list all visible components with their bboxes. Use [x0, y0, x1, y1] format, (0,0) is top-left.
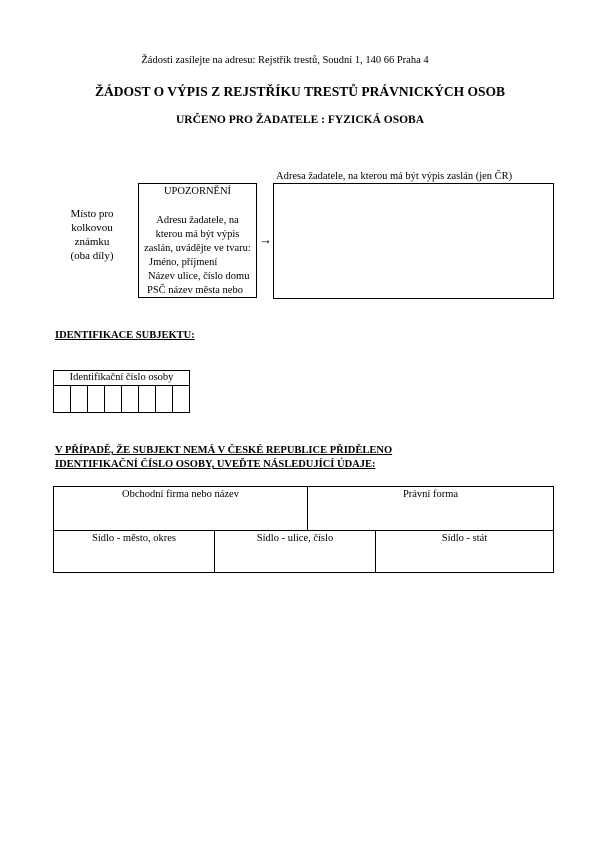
ico-digit-field[interactable]	[105, 386, 122, 412]
table-row	[54, 487, 553, 531]
notice-line: PSČ název města nebo	[147, 285, 243, 296]
subject-details-table	[53, 486, 554, 573]
stamp-line: Místo pro	[70, 208, 114, 220]
ico-digit-field[interactable]	[139, 386, 156, 412]
notice-body	[139, 214, 256, 298]
notice-line: kterou má být výpis	[155, 229, 240, 240]
seat-street-field[interactable]: Sídlo - ulice, číslo	[215, 531, 376, 572]
seat-city-field[interactable]: Sídlo - město, okres	[54, 531, 215, 572]
notice-heading: UPOZORNĚNÍ	[163, 186, 232, 197]
right-arrow-icon: →	[259, 232, 272, 247]
notice-line: zaslán, uvádějte ve tvaru:	[144, 243, 251, 254]
ico-digit-cells	[54, 386, 189, 412]
stamp-line: (oba díly)	[70, 250, 114, 262]
seat-country-field[interactable]: Sídlo - stát	[441, 533, 488, 544]
ico-digit-field[interactable]	[122, 386, 139, 412]
ico-digit-field[interactable]	[173, 386, 189, 412]
ico-digit-field[interactable]	[71, 386, 88, 412]
no-ico-heading	[55, 444, 392, 472]
address-label: Adresa žadatele, na kterou má být výpis zaslán (jen ČR)	[276, 171, 513, 182]
ico-digit-field[interactable]	[88, 386, 105, 412]
form-title: ŽÁDOST O VÝPIS Z REJSTŘÍKU TRESTŮ PRÁVNICKÝCH OSOB	[95, 84, 505, 99]
form-subtitle: URČENO PRO ŽADATELE : FYZICKÁ OSOBA	[175, 114, 425, 126]
ico-digit-field[interactable]	[156, 386, 173, 412]
notice-box	[138, 183, 257, 298]
address-field[interactable]	[273, 183, 554, 299]
stamp-line: známku	[74, 236, 110, 248]
table-row	[54, 531, 553, 572]
business-name-field[interactable]: Obchodní firma nebo název	[54, 487, 308, 530]
legal-form-field[interactable]: Právní forma	[402, 489, 459, 500]
no-ico-heading-line: IDENTIFIKAČNÍ ČÍSLO OSOBY, UVEĎTE NÁSLEDUJÍCÍ ÚDAJE:	[55, 459, 376, 470]
mailing-address-note: Žádosti zasílejte na adresu: Rejstřík trestů, Soudní 1, 140 66 Praha 4	[141, 55, 429, 66]
notice-line: Adresu žadatele, na	[156, 215, 239, 226]
no-ico-heading-line: V PŘÍPADĚ, ŽE SUBJEKT NEMÁ V ČESKÉ REPUBLICE PŘIDĚLENO	[55, 445, 393, 456]
ico-label: Identifikační číslo osoby	[54, 371, 189, 386]
ico-digit-field[interactable]	[54, 386, 71, 412]
stamp-line: kolkovou	[71, 222, 113, 234]
notice-line: Jméno, příjmení	[149, 257, 218, 268]
ico-table	[53, 370, 190, 413]
identification-heading: IDENTIFIKACE SUBJEKTU:	[55, 330, 195, 341]
stamp-area-label	[62, 207, 122, 263]
notice-line: Název ulice, číslo domu	[148, 271, 250, 282]
